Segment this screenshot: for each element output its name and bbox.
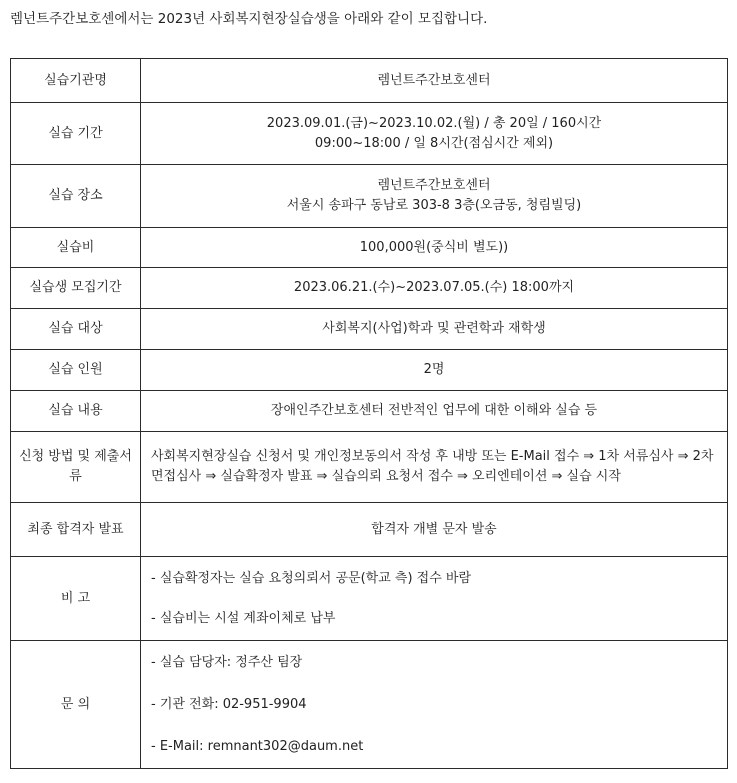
- note-item: - 실습확정자는 실습 요청의뢰서 공문(학교 측) 접수 바람: [151, 570, 472, 586]
- note-item: - 기관 전화: 02-951-9904: [151, 696, 307, 712]
- value-line: 09:00~18:00 / 일 8시간(점심시간 제외): [314, 135, 554, 151]
- row-label: 최종 합격자 발표: [11, 503, 141, 557]
- row-label: 실습비: [11, 228, 141, 268]
- row-value: [141, 268, 728, 309]
- row-value: [141, 103, 728, 165]
- row-value: [141, 641, 728, 769]
- contact-email: - E-Mail: remnant302@daum.net: [151, 738, 364, 754]
- row-value: [141, 557, 728, 641]
- row-label: 실습기관명: [11, 59, 141, 103]
- table-row-period: [11, 103, 728, 165]
- row-value: [141, 59, 728, 103]
- value-line: 렘넌트주간보호센터: [377, 178, 491, 193]
- spacer: [151, 673, 719, 695]
- value-line: 합격자 개별 문자 발송: [371, 521, 497, 537]
- spacer: [151, 715, 719, 737]
- table-row-contact: [11, 641, 728, 769]
- row-label: 비 고: [11, 557, 141, 641]
- recruitment-info-table: [10, 58, 728, 769]
- table-row-recruit-period: [11, 268, 728, 309]
- row-value: [141, 350, 728, 391]
- row-value: [141, 391, 728, 432]
- table-row-headcount: [11, 350, 728, 391]
- row-value: [141, 228, 728, 268]
- row-value: [141, 309, 728, 350]
- value-line: 서울시 송파구 동남로 303-8 3층(오금동, 청림빌딩): [286, 198, 582, 213]
- table-row-target: [11, 309, 728, 350]
- spacer: [151, 589, 719, 609]
- row-value: [141, 432, 728, 503]
- row-label: 실습생 모집기간: [11, 268, 141, 309]
- value-line: 렘넌트주간보호센터: [377, 72, 491, 88]
- table-row-content: [11, 391, 728, 432]
- row-value: [141, 503, 728, 557]
- value-line: 사회복지현장실습 신청서 및 개인정보동의서 작성 후 내방 또는 E-Mail 접수 ⇒ 1차 서류심사 ⇒ 2차 면접심사 ⇒ 실습확정자 발표 ⇒ 실습의뢰 요청서 접수 ⇒ 오리엔테이션 ⇒ 실습 시작: [151, 449, 714, 484]
- table-row-fee: [11, 228, 728, 268]
- table-row-location: [11, 165, 728, 228]
- table-row-institution: [11, 59, 728, 103]
- table-row-announcement: [11, 503, 728, 557]
- value-line: 2명: [423, 362, 445, 377]
- row-label: 실습 내용: [11, 391, 141, 432]
- value-line: 2023.06.21.(수)~2023.07.05.(수) 18:00까지: [293, 280, 575, 295]
- note-item: - 실습비는 시설 계좌이체로 납부: [151, 610, 336, 626]
- row-label: 신청 방법 및 제출서류: [11, 432, 141, 503]
- value-line: 100,000원(중식비 별도)): [359, 239, 509, 255]
- intro-text: 렘넌트주간보호센에서는 2023년 사회복지현장실습생을 아래와 같이 모집합니다.: [10, 11, 488, 27]
- table-row-application: [11, 432, 728, 503]
- row-label: 실습 장소: [11, 165, 141, 228]
- value-line: 사회복지(사업)학과 및 관련학과 재학생: [322, 321, 546, 336]
- row-label: 실습 기간: [11, 103, 141, 165]
- note-item: - 실습 담당자: 정주산 팀장: [151, 654, 303, 670]
- value-line: 2023.09.01.(금)~2023.10.02.(월) / 총 20일 / 160시간: [266, 115, 602, 131]
- row-value: [141, 165, 728, 228]
- table-row-remarks: [11, 557, 728, 641]
- row-label: 문 의: [11, 641, 141, 769]
- row-label: 실습 대상: [11, 309, 141, 350]
- row-label: 실습 인원: [11, 350, 141, 391]
- value-line: 장애인주간보호센터 전반적인 업무에 대한 이해와 실습 등: [270, 403, 598, 418]
